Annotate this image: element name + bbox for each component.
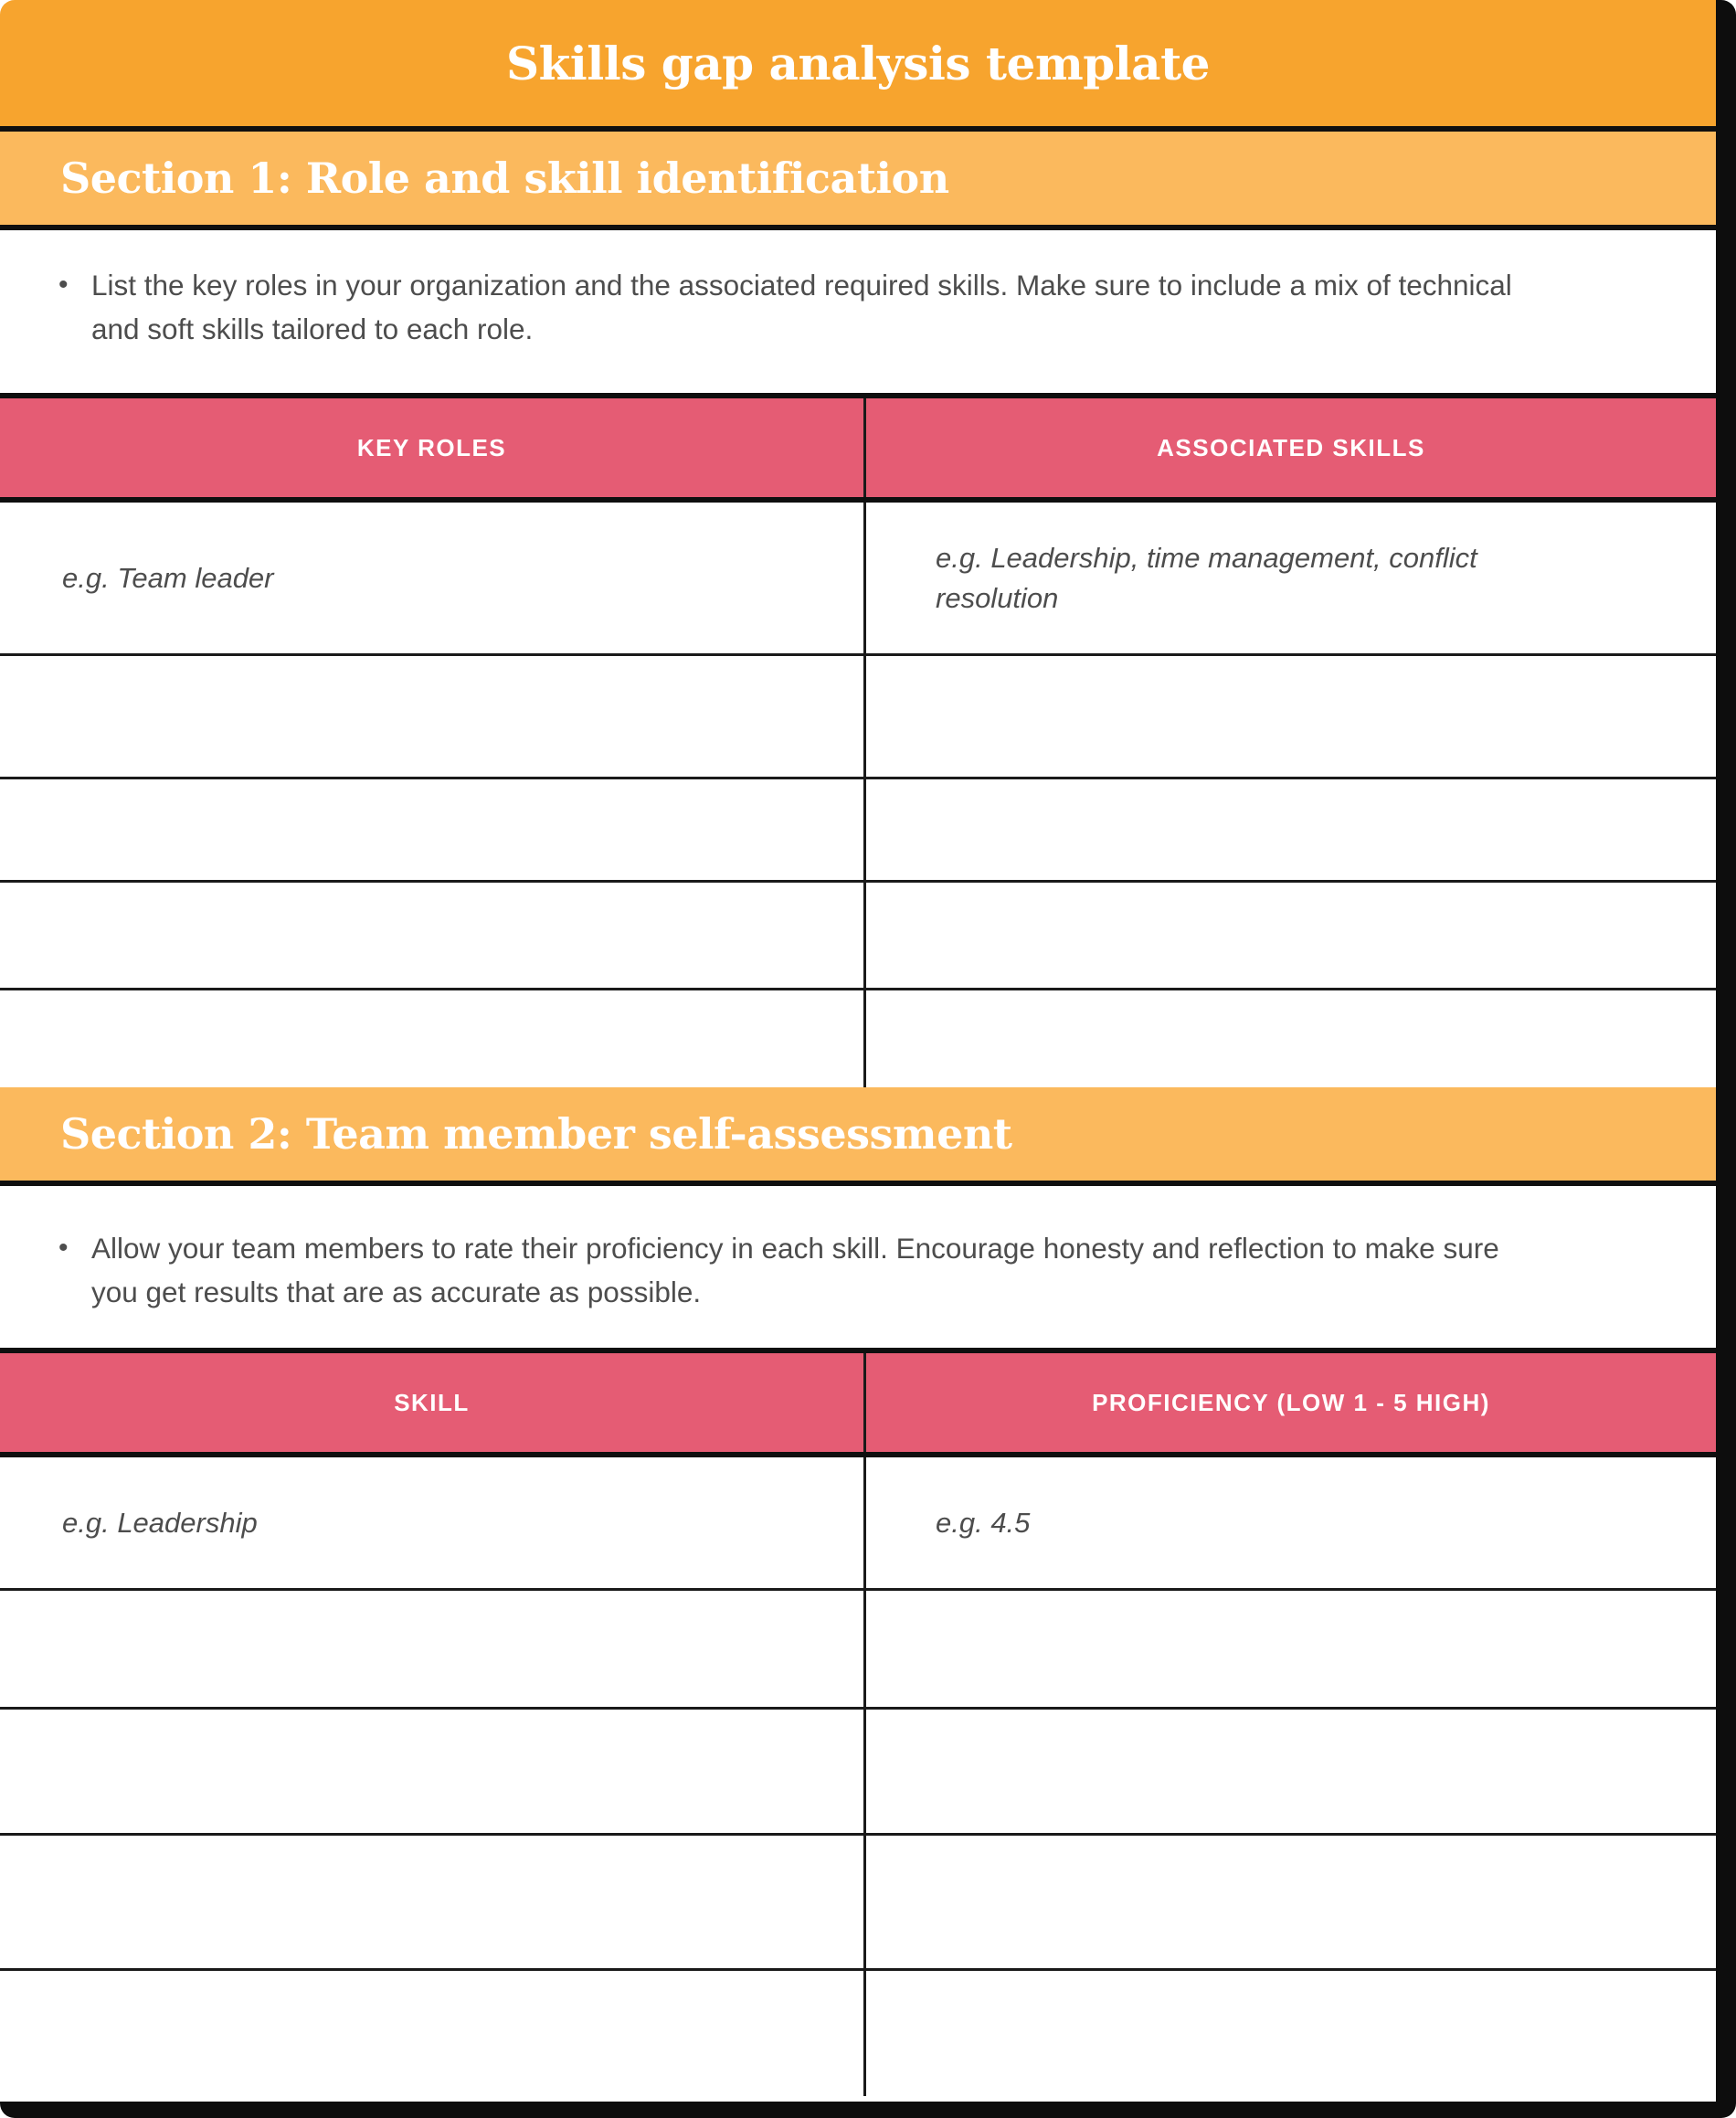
proficiency-cell[interactable] [866,1710,1716,1833]
section-2-instructions [0,1186,1716,1348]
column-header-proficiency: PROFICIENCY (LOW 1 - 5 HIGH) [1092,1388,1490,1416]
column-header-key-roles: KEY ROLES [0,398,866,497]
associated-skills-cell[interactable] [866,656,1716,777]
associated-skills-example-text: e.g. Leadership, time management, conflict resolution [936,541,1477,614]
proficiency-cell[interactable] [866,1836,1716,1968]
section-2-instruction-text: Allow your team members to rate their proficiency in each skill. Encourage honesty and reflection to make sure you get results that are as accurate as possible. [91,1232,1499,1308]
proficiency-example-text: e.g. 4.5 [936,1506,1031,1539]
table-row [0,1591,1716,1710]
table-row [0,990,1716,1087]
table-row [0,503,1716,656]
key-role-cell[interactable] [0,883,866,988]
bullet-icon: • [58,270,69,300]
table-row [0,1710,1716,1836]
page-title: Skills gap analysis template [506,36,1210,90]
bullet-icon: • [58,1233,69,1263]
skill-cell[interactable] [0,1971,866,2096]
associated-skills-cell[interactable] [866,990,1716,1087]
skill-cell[interactable] [0,1710,866,1833]
key-role-cell[interactable] [0,779,866,880]
proficiency-cell[interactable] [866,1591,1716,1707]
skill-example-text: e.g. Leadership [62,1506,258,1539]
table-row [0,883,1716,990]
section-1-instructions [0,230,1716,393]
section-1-heading: Section 1: Role and skill identification [60,154,949,203]
section-1 [0,132,1716,1087]
key-role-cell[interactable] [0,503,866,653]
table-row [0,656,1716,779]
proficiency-table [0,1348,1716,2096]
skill-cell[interactable] [0,1591,866,1707]
key-role-cell[interactable] [0,990,866,1087]
proficiency-cell[interactable] [866,1457,1716,1588]
table-row [0,1971,1716,2096]
table-row [0,1457,1716,1591]
key-role-example-text: e.g. Team leader [62,561,274,594]
table-row [0,1836,1716,1971]
skill-cell[interactable] [0,1836,866,1968]
section-2-header-bar [0,1087,1716,1186]
column-header-skill: SKILL [0,1353,866,1452]
proficiency-table-header-row [0,1353,1716,1457]
associated-skills-cell[interactable] [866,883,1716,988]
skill-cell[interactable] [0,1457,866,1588]
key-role-cell[interactable] [0,656,866,777]
section-1-header-bar [0,132,1716,230]
proficiency-cell[interactable] [866,1971,1716,2096]
table-row [0,779,1716,883]
section-1-instruction-text: List the key roles in your organization and the associated required skills. Make sure to include a mix of technical and soft skills tailored to each role. [91,269,1512,345]
associated-skills-cell[interactable] [866,503,1716,653]
section-2 [0,1087,1716,2096]
column-header-associated-skills: ASSOCIATED SKILLS [1157,433,1425,461]
title-bar [0,0,1716,132]
associated-skills-cell[interactable] [866,779,1716,880]
section-2-heading: Section 2: Team member self-assessment [60,1109,1012,1159]
roles-skills-table [0,393,1716,1087]
roles-skills-table-header-row [0,398,1716,503]
